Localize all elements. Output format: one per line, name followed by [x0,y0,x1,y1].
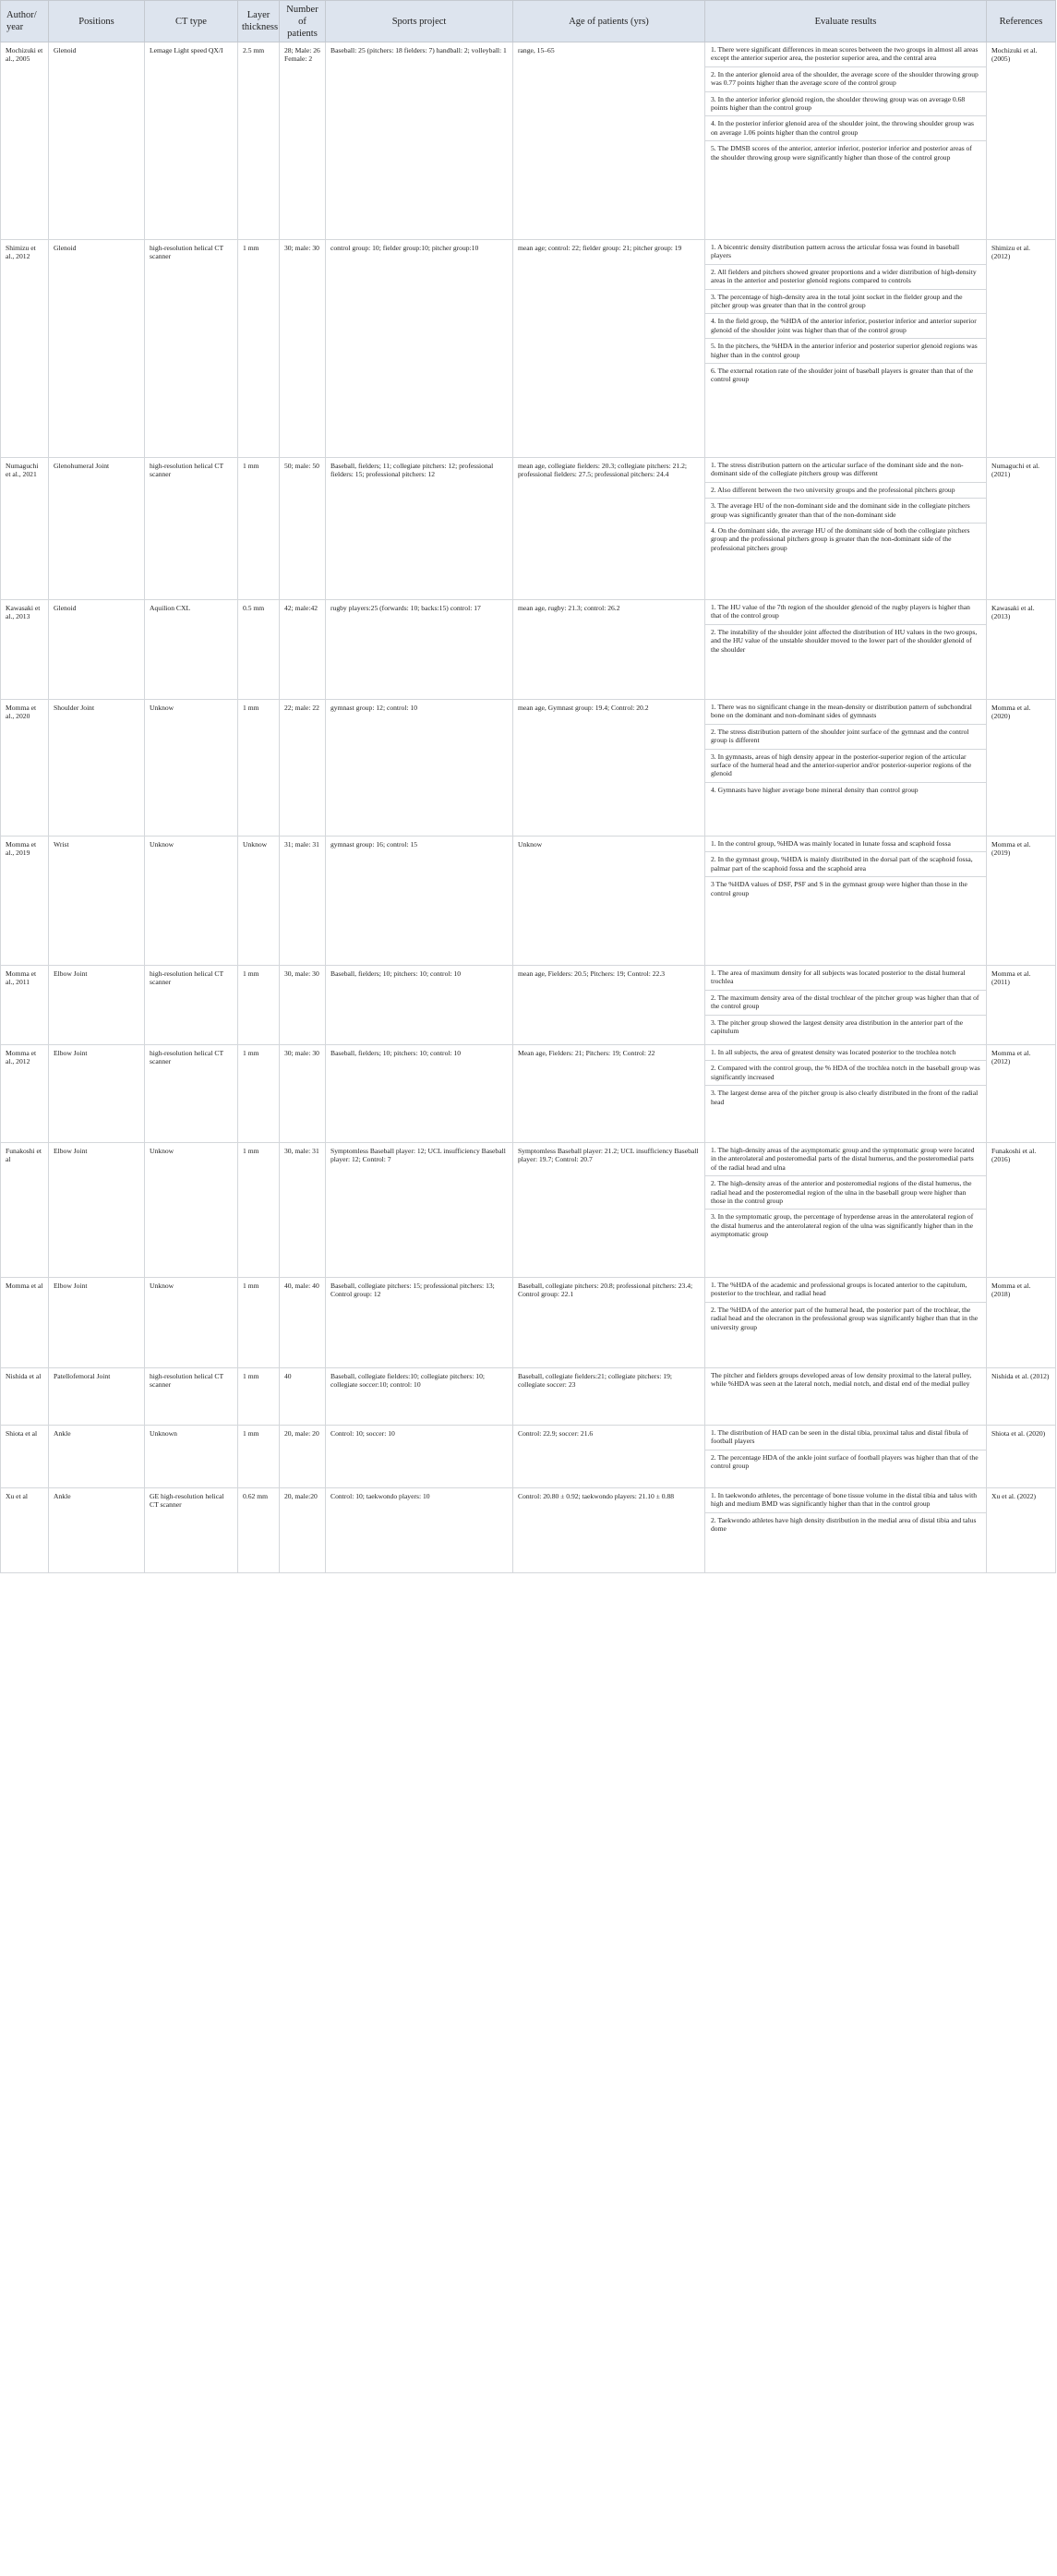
table-row [1,837,1056,966]
evaluate-results-cell [705,600,987,700]
table-row [1,1278,1056,1368]
sports-project-cell: gymnast group: 16; control: 15 [326,837,513,966]
result-item: 1. There was no significant change in the mean-density or distribution pattern of subchondral bone on the dominant and non-dominant sides of gymnasts [705,700,986,725]
author-cell: Momma et al., 2012 [1,1045,49,1143]
author-cell: Momma et al., 2020 [1,700,49,837]
header-references: References [987,1,1056,42]
patients-cell: 30, male: 31 [280,1143,326,1278]
position-cell: Elbow Joint [49,1278,145,1368]
header-author: Author/ year [1,1,49,42]
ct-type-cell: high-resolution helical CT scanner [145,1045,238,1143]
layer-thickness-cell: 1 mm [238,1368,280,1426]
evaluate-results-cell [705,700,987,837]
position-cell: Glenoid [49,600,145,700]
result-item: 1. In taekwondo athletes, the percentage of bone tissue volume in the distal tibia and talus with high and medium BMD was significantly higher than that in the control group [705,1488,986,1513]
patients-cell: 40, male: 40 [280,1278,326,1368]
author-cell: Shiota et al [1,1426,49,1488]
result-item: 1. In all subjects, the area of greatest density was located posterior to the trochlea notch [705,1045,986,1061]
sports-project-cell: Control: 10; taekwondo players: 10 [326,1488,513,1573]
result-item: 3. In the anterior inferior glenoid region, the shoulder throwing group was on average 0.68 points higher than the control group [705,92,986,117]
ct-type-cell: Unknown [145,1426,238,1488]
layer-thickness-cell: 0.5 mm [238,600,280,700]
author-cell: Numaguchi et al., 2021 [1,458,49,600]
result-item: 3. The average HU of the non-dominant side and the dominant side in the collegiate pitchers group was significantly greater than that of the non-dominant side [705,499,986,524]
age-cell: Symptomless Baseball player: 21.2; UCL insufficiency Baseball player: 19.7; Control: 20.7 [513,1143,705,1278]
table-row [1,1426,1056,1488]
evaluate-results-cell [705,1426,987,1488]
patients-cell: 42; male:42 [280,600,326,700]
header-age: Age of patients (yrs) [513,1,705,42]
table-row [1,1143,1056,1278]
result-item: 1. The high-density areas of the asymptomatic group and the symptomatic group were located in the anterolateral and posteromedial parts of the distal humerus, and the posteromedial parts of the radial head and ulna [705,1143,986,1176]
layer-thickness-cell: 1 mm [238,1426,280,1488]
patients-cell: 30; male: 30 [280,240,326,458]
result-item: 1. The area of maximum density for all subjects was located posterior to the distal humeral trochlea [705,966,986,991]
position-cell: Glenohumeral Joint [49,458,145,600]
patients-cell: 31; male: 31 [280,837,326,966]
table-row [1,966,1056,1045]
result-item: 3. The largest dense area of the pitcher group is also clearly distributed in the front of the radial head [711,1089,979,1106]
age-cell: mean age; control: 22; fielder group: 21; pitcher group: 19 [513,240,705,458]
header-layer-thickness: Layer thickness [238,1,280,42]
age-cell: Mean age, Fielders: 21; Pitchers: 19; Control: 22 [513,1045,705,1143]
reference-cell: Mochizuki et al. (2005) [987,42,1056,240]
result-item: 2. Compared with the control group, the % HDA of the trochlea notch in the baseball group was significantly increased [705,1061,986,1086]
layer-thickness-cell: 2.5 mm [238,42,280,240]
result-item: The pitcher and fielders groups developed areas of low density proximal to the lateral pulley, while %HDA was seen at the lateral notch, medial notch, and distal end of the medial pulley [711,1371,972,1389]
result-item: 2. The instability of the shoulder joint affected the distribution of HU values in the two groups, and the HU value of the unstable shoulder moved to the lower part of the shoulder glenoid of the shoulder [711,627,978,654]
reference-cell: Xu et al. (2022) [987,1488,1056,1573]
reference-cell: Momma et al. (2011) [987,966,1056,1045]
age-cell: mean age, collegiate fielders: 20.3; collegiate pitchers: 21.2; professional fielders: 27.5; professional pitchers: 24.4 [513,458,705,600]
layer-thickness-cell: 0.62 mm [238,1488,280,1573]
position-cell: Wrist [49,837,145,966]
position-cell: Ankle [49,1426,145,1488]
result-item: 4. On the dominant side, the average HU of the dominant side of both the collegiate pitchers group and the professional pitchers group is greater than the non-dominant side of the professional pitchers group [711,526,970,552]
evaluate-results-cell [705,240,987,458]
position-cell: Shoulder Joint [49,700,145,837]
age-cell: mean age, Gymnast group: 19.4; Control: 20.2 [513,700,705,837]
result-item: 3. In the symptomatic group, the percentage of hyperdense areas in the anterolateral region of the distal humerus and the anterolateral region of the ulna was significantly higher than in the asymptomatic group [711,1212,974,1239]
author-cell: Nishida et al [1,1368,49,1426]
result-item: 2. The maximum density area of the distal trochlear of the pitcher group was higher than that of the control group [705,991,986,1016]
header-sports-project: Sports project [326,1,513,42]
patients-cell: 28; Male: 26 Female: 2 [280,42,326,240]
author-cell: Kawasaki et al., 2013 [1,600,49,700]
age-cell: range, 15–65 [513,42,705,240]
author-cell: Funakoshi et al [1,1143,49,1278]
patients-cell: 30, male: 30 [280,966,326,1045]
reference-cell: Shimizu et al. (2012) [987,240,1056,458]
layer-thickness-cell: 1 mm [238,240,280,458]
layer-thickness-cell: Unknow [238,837,280,966]
position-cell: Ankle [49,1488,145,1573]
ct-type-cell: Unknow [145,1278,238,1368]
sports-project-cell: Baseball, fielders; 10; pitchers: 10; control: 10 [326,966,513,1045]
result-item: 2. The stress distribution pattern of the shoulder joint surface of the gymnast and the control group is different [705,725,986,750]
patients-cell: 50; male: 50 [280,458,326,600]
header-row [1,1,1056,42]
table-row [1,458,1056,600]
result-item: 2. Taekwondo athletes have high density distribution in the medial area of distal tibia and talus dome [711,1515,977,1534]
ct-type-cell: Unknow [145,837,238,966]
author-cell: Momma et al., 2011 [1,966,49,1045]
table-row [1,600,1056,700]
author-cell: Momma et al [1,1278,49,1368]
sports-project-cell: Symptomless Baseball player: 12; UCL insufficiency Baseball player: 12; Control: 7 [326,1143,513,1278]
header-positions: Positions [49,1,145,42]
sports-project-cell: Baseball, collegiate pitchers: 15; professional pitchers: 13; Control group: 12 [326,1278,513,1368]
reference-cell: Nishida et al. (2012) [987,1368,1056,1426]
layer-thickness-cell: 1 mm [238,458,280,600]
author-cell: Momma et al., 2019 [1,837,49,966]
position-cell: Patellofemoral Joint [49,1368,145,1426]
ct-type-cell: Unknow [145,700,238,837]
result-item: 2. In the gymnast group, %HDA is mainly distributed in the dorsal part of the scaphoid fossa, palmar part of the scaphoid fossa and the scaphoid area [705,852,986,877]
layer-thickness-cell: 1 mm [238,1278,280,1368]
reference-cell: Momma et al. (2020) [987,700,1056,837]
reference-cell: Funakoshi et al. (2016) [987,1143,1056,1278]
patients-cell: 40 [280,1368,326,1426]
header-number-of-patients: Number of patients [280,1,326,42]
age-cell: Control: 20.80 ± 0.92; taekwondo players: 21.10 ± 0.88 [513,1488,705,1573]
result-item: 3 The %HDA values of DSF, PSF and S in the gymnast group were higher than those in the control group [711,880,967,897]
ct-type-cell: Aquilion CXL [145,600,238,700]
result-item: 2. Also different between the two university groups and the professional pitchers group [705,483,986,499]
age-cell: mean age, Fielders: 20.5; Pitchers: 19; Control: 22.3 [513,966,705,1045]
result-item: 2. The %HDA of the anterior part of the humeral head, the posterior part of the trochlear, the radial head and the olecranon in the professional group was significantly higher than that in the university group [711,1305,979,1331]
table-row [1,700,1056,837]
position-cell: Glenoid [49,240,145,458]
evaluate-results-cell [705,1045,987,1143]
result-item: 4. Gymnasts have higher average bone mineral density than control group [711,785,919,794]
age-cell: Unknow [513,837,705,966]
result-item: 3. The pitcher group showed the largest density area distribution in the anterior part of the capitulum [711,1017,964,1036]
evaluate-results-cell [705,1368,987,1426]
result-item: 4. In the field group, the %HDA of the anterior inferior, posterior inferior and anterior superior glenoid of the shoulder joint was higher than that of the control group [705,314,986,339]
result-item: 4. In the posterior inferior glenoid area of the shoulder joint, the throwing shoulder group was on average 1.06 points higher than the control group [705,116,986,141]
result-item: 1. The distribution of HAD can be seen in the distal tibia, proximal talus and distal fibula of football players [705,1426,986,1451]
table-row [1,1488,1056,1573]
position-cell: Glenoid [49,42,145,240]
layer-thickness-cell: 1 mm [238,700,280,837]
ct-type-cell: high-resolution helical CT scanner [145,240,238,458]
patients-cell: 20, male:20 [280,1488,326,1573]
author-cell: Shimizu et al., 2012 [1,240,49,458]
reference-cell: Momma et al. (2018) [987,1278,1056,1368]
reference-cell: Momma et al. (2012) [987,1045,1056,1143]
sports-project-cell: Baseball: 25 (pitchers: 18 fielders: 7) handball: 2; volleyball: 1 [326,42,513,240]
age-cell: Baseball, collegiate fielders:21; collegiate pitchers: 19; collegiate soccer: 23 [513,1368,705,1426]
author-cell: Xu et al [1,1488,49,1573]
reference-cell: Kawasaki et al. (2013) [987,600,1056,700]
result-item: 2. The high-density areas of the anterior and posteromedial regions of the distal humerus, the radial head and the posteromedial region of the ulna in the baseball group were higher than those in the control group [705,1176,986,1210]
patients-cell: 30; male: 30 [280,1045,326,1143]
sports-project-cell: Baseball, collegiate fielders:10; collegiate pitchers: 10; collegiate soccer:10; control: 10 [326,1368,513,1426]
ct-type-cell: GE high-resolution helical CT scanner [145,1488,238,1573]
result-item: 2. All fielders and pitchers showed greater proportions and a wider distribution of high-density areas in the anterior and posterior glenoid regions compared to controls [705,265,986,290]
sports-project-cell: Baseball, fielders; 10; pitchers: 10; control: 10 [326,1045,513,1143]
table-row [1,1045,1056,1143]
result-item: 3. In gymnasts, areas of high density appear in the posterior-superior region of the articular surface of the humeral head and the anterior-superior and/or posterior-superior regions of the glenoid [705,750,986,783]
result-item: 2. In the anterior glenoid area of the shoulder, the average score of the shoulder throwing group was 0.77 points higher than the average score of the control group [705,67,986,92]
evaluate-results-cell [705,458,987,600]
patients-cell: 22; male: 22 [280,700,326,837]
ct-type-cell: high-resolution helical CT scanner [145,458,238,600]
table-row [1,42,1056,240]
ct-type-cell: high-resolution helical CT scanner [145,966,238,1045]
result-item: 1. There were significant differences in mean scores between the two groups in almost all areas except the anterior superior area, the posterior superior area, and the central area [705,42,986,67]
header-evaluate-results: Evaluate results [705,1,987,42]
reference-cell: Numaguchi et al. (2021) [987,458,1056,600]
result-item: 6. The external rotation rate of the shoulder joint of baseball players is greater than that of the control group [711,367,974,384]
result-item: 2. The percentage HDA of the ankle joint surface of football players was higher than that of the control group [711,1452,979,1471]
age-cell: Baseball, collegiate pitchers: 20.8; professional pitchers: 23.4; Control group: 22.1 [513,1278,705,1368]
result-item: 1. In the control group, %HDA was mainly located in lunate fossa and scaphoid fossa [705,837,986,852]
layer-thickness-cell: 1 mm [238,966,280,1045]
patients-cell: 20, male: 20 [280,1426,326,1488]
evaluate-results-cell [705,1488,987,1573]
position-cell: Elbow Joint [49,966,145,1045]
header-ct-type: CT type [145,1,238,42]
ct-type-cell: Unknow [145,1143,238,1278]
evaluate-results-cell [705,1143,987,1278]
reference-cell: Shiota et al. (2020) [987,1426,1056,1488]
position-cell: Elbow Joint [49,1045,145,1143]
evaluate-results-cell [705,837,987,966]
sports-project-cell: gymnast group: 12; control: 10 [326,700,513,837]
evaluate-results-cell [705,966,987,1045]
ct-type-cell: high-resolution helical CT scanner [145,1368,238,1426]
evaluate-results-cell [705,42,987,240]
sports-project-cell: Baseball, fielders; 11; collegiate pitchers: 12; professional fielders: 15; professional pitchers: 12 [326,458,513,600]
layer-thickness-cell: 1 mm [238,1045,280,1143]
result-item: 5. In the pitchers, the %HDA in the anterior inferior and posterior superior glenoid regions was higher than in the control group [705,339,986,364]
age-cell: mean age, rugby: 21.3; control: 26.2 [513,600,705,700]
author-cell: Mochizuki et al., 2005 [1,42,49,240]
table-row [1,1368,1056,1426]
table-row [1,240,1056,458]
evaluate-results-cell [705,1278,987,1368]
result-item: 3. The percentage of high-density area in the total joint socket in the fielder group and the pitcher group was greater than that in the control group [705,290,986,315]
age-cell: Control: 22.9; soccer: 21.6 [513,1426,705,1488]
result-item: 1. A bicentric density distribution pattern across the articular fossa was found in baseball players [705,240,986,265]
result-item: 5. The DMSB scores of the anterior, anterior inferior, posterior inferior and posterior areas of the shoulder throwing group were significantly higher than those of the control group [711,144,972,162]
layer-thickness-cell: 1 mm [238,1143,280,1278]
result-item: 1. The %HDA of the academic and professional groups is located anterior to the capitulum, posterior to the trochlear, and radial head [705,1278,986,1303]
result-item: 1. The stress distribution pattern on the articular surface of the dominant side and the non-dominant side of the collegiate pitchers group was different [705,458,986,483]
reference-cell: Momma et al. (2019) [987,837,1056,966]
ct-type-cell: Lemage Light speed QX/I [145,42,238,240]
result-item: 1. The HU value of the 7th region of the shoulder glenoid of the rugby players is higher than that of the control group [705,600,986,625]
position-cell: Elbow Joint [49,1143,145,1278]
sports-project-cell: control group: 10; fielder group:10; pitcher group:10 [326,240,513,458]
sports-project-cell: Control: 10; soccer: 10 [326,1426,513,1488]
sports-project-cell: rugby players:25 (forwards: 10; backs:15) control: 17 [326,600,513,700]
